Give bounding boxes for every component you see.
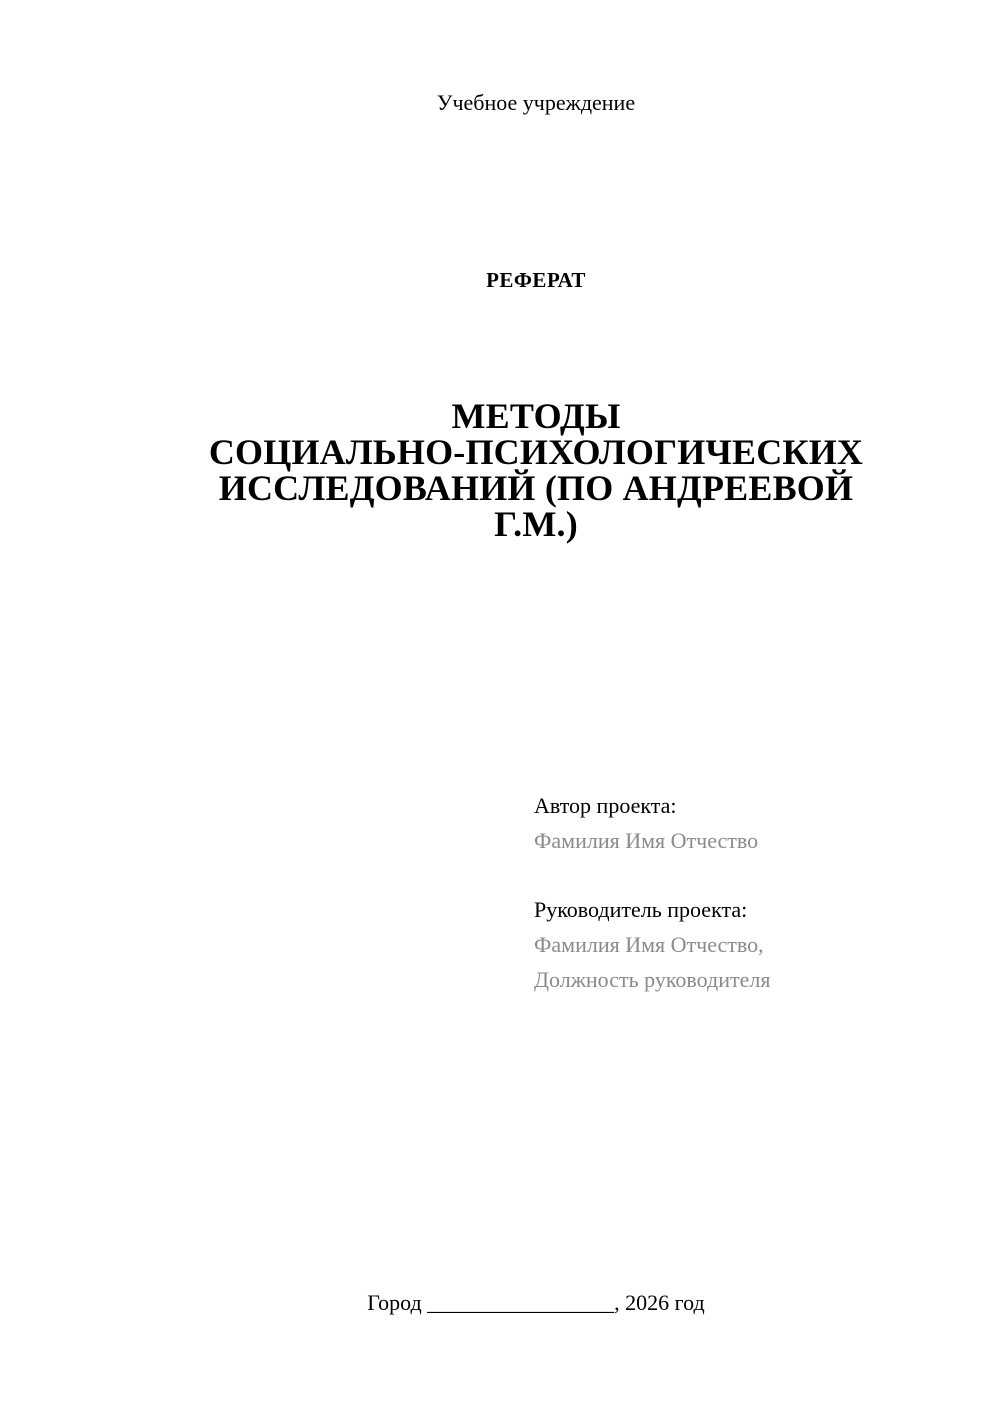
author-name-placeholder[interactable]: Фамилия Имя Отчество	[534, 828, 759, 853]
title-line: МЕТОДЫ	[451, 396, 621, 436]
author-label: Автор проекта:	[534, 793, 677, 818]
document-type: РЕФЕРАТ	[486, 268, 586, 292]
title-line: ИССЛЕДОВАНИЙ (ПО АНДРЕЕВОЙ	[218, 468, 854, 508]
spacer	[534, 858, 974, 892]
supervisor-name-placeholder[interactable]: Фамилия Имя Отчество,	[534, 932, 764, 957]
supervisor-position-placeholder[interactable]: Должность руководителя	[534, 967, 771, 992]
credits-block	[534, 788, 974, 997]
institution-name: Учебное учреждение	[436, 90, 636, 115]
title-line: СОЦИАЛЬНО-ПСИХОЛОГИЧЕСКИХ	[208, 432, 864, 472]
title-line: Г.М.)	[494, 504, 578, 544]
supervisor-label: Руководитель проекта:	[534, 897, 748, 922]
city-year-line: Город _________________, 2026 год	[367, 1290, 705, 1315]
document-title	[170, 398, 902, 542]
